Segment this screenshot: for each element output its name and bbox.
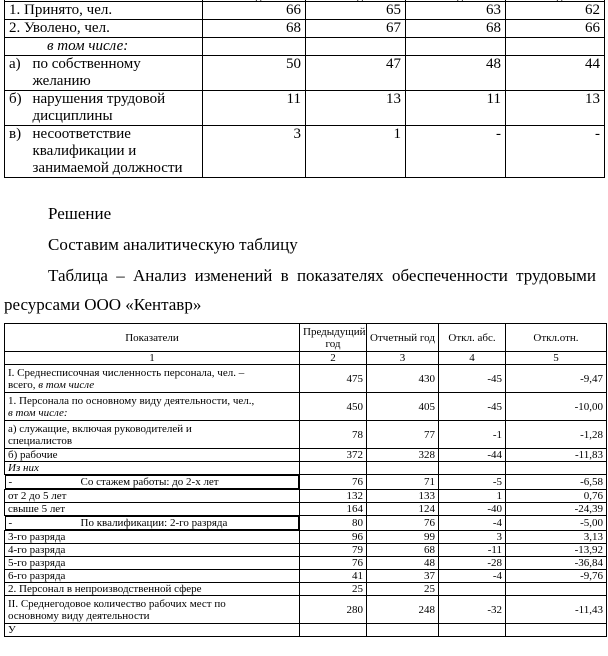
value-cell [506, 462, 607, 475]
value-cell [300, 624, 367, 637]
label-line: По квалификации: 2-го разряда [80, 517, 228, 529]
value-cell: 99 [367, 531, 439, 544]
row-label [5, 38, 203, 56]
value-cell: 66 [203, 2, 306, 20]
value-cell: 77 [367, 421, 439, 449]
label-line: Со стажем работы: до 2-х лет [80, 476, 219, 488]
table-row [5, 570, 607, 583]
value-cell: 62 [506, 2, 605, 20]
row-label [5, 596, 300, 624]
caption-word: – [116, 266, 125, 285]
caption-word: Таблица [48, 266, 108, 285]
label-line: всего, [8, 378, 39, 391]
value-cell: -28 [439, 557, 506, 570]
row-label [5, 583, 300, 596]
value-cell: 328 [367, 449, 439, 462]
row-label [33, 56, 203, 91]
table-row [5, 56, 605, 91]
value-cell: 11 [406, 91, 506, 126]
value-cell [300, 462, 367, 475]
label-line: по собственному [32, 56, 141, 72]
value-cell: -45 [439, 393, 506, 421]
value-cell [367, 462, 439, 475]
caption-word: обеспеченности [391, 266, 508, 285]
value-cell: -5 [439, 475, 506, 490]
value-cell [439, 624, 506, 637]
row-label [5, 462, 300, 475]
label-line: а) служащие, включая руководителей и [8, 422, 192, 435]
row-label [5, 516, 300, 530]
label-line: 2. Персонал в непроизводственной сфере [8, 583, 202, 595]
caption-word: трудовыми [516, 266, 596, 285]
table-row [5, 475, 607, 490]
label-line: 4-го разряда [8, 544, 66, 556]
row-prefix: а) [5, 56, 33, 91]
row-label [5, 20, 203, 38]
column-number: 4 [439, 352, 506, 365]
label-line: 6-го разряда [8, 570, 66, 582]
value-cell: -40 [439, 503, 506, 516]
label-line: 5-го разряда [8, 557, 66, 569]
value-cell: 13 [506, 91, 605, 126]
value-cell: 63 [406, 2, 506, 20]
row-label [5, 570, 300, 583]
value-cell: 78 [300, 421, 367, 449]
value-cell: 67 [306, 20, 406, 38]
row-prefix: в) [5, 126, 33, 178]
value-cell [306, 38, 406, 56]
column-header: Показатели [5, 324, 300, 352]
label-line: II. Среднегодовое количество рабочих мест по [8, 597, 226, 610]
column-number: 3 [367, 352, 439, 365]
value-cell: -13,92 [506, 544, 607, 557]
table-row [5, 2, 605, 20]
label-line: специалистов [8, 434, 73, 447]
value-cell [506, 583, 607, 596]
value-cell [439, 583, 506, 596]
value-cell: 133 [367, 490, 439, 503]
compose-sentence: Составим аналитическую таблицу [48, 235, 298, 254]
caption-word: изменений [194, 266, 273, 285]
value-cell: 76 [300, 557, 367, 570]
value-cell: -4 [439, 570, 506, 583]
table-row [5, 462, 607, 475]
value-cell: 372 [300, 449, 367, 462]
value-cell: -32 [439, 596, 506, 624]
italic-note: в том числе: [8, 406, 68, 419]
value-cell: - [406, 126, 506, 178]
table-row [5, 544, 607, 557]
row-label [5, 624, 300, 637]
value-cell: 475 [300, 365, 367, 393]
value-cell [367, 624, 439, 637]
row-label [5, 365, 300, 393]
table-caption-line1 [48, 266, 596, 286]
value-cell [506, 624, 607, 637]
value-cell: 80 [300, 516, 367, 531]
value-cell: 68 [367, 544, 439, 557]
label-line: 3-го разряда [8, 531, 66, 543]
row-label [5, 475, 300, 489]
row-label [33, 91, 203, 126]
value-cell: -1 [439, 421, 506, 449]
value-cell: 430 [367, 365, 439, 393]
value-cell: 25 [300, 583, 367, 596]
label-line: занимаемой должности [32, 160, 183, 176]
value-cell: 0,76 [506, 490, 607, 503]
value-cell: - [506, 126, 605, 178]
table-row [5, 503, 607, 516]
dash-marker: - [8, 476, 13, 488]
value-cell: 280 [300, 596, 367, 624]
value-cell: 48 [406, 56, 506, 91]
column-number: 2 [300, 352, 367, 365]
caption-word: показателях [296, 266, 384, 285]
value-cell: 3 [439, 531, 506, 544]
value-cell: 124 [367, 503, 439, 516]
table-row [5, 531, 607, 544]
value-cell: 68 [203, 20, 306, 38]
value-cell: -9,47 [506, 365, 607, 393]
table-row [5, 516, 607, 531]
table-row [5, 393, 607, 421]
row-label [5, 490, 300, 503]
value-cell: 11 [203, 91, 306, 126]
table-row [5, 126, 605, 178]
value-cell [439, 462, 506, 475]
column-number: 1 [5, 352, 300, 365]
label-line: б) рабочие [8, 449, 58, 461]
row-label [5, 393, 300, 421]
row-label [5, 531, 300, 544]
value-cell: 13 [306, 91, 406, 126]
table-row [5, 91, 605, 126]
row-label [5, 544, 300, 557]
value-cell: 68 [406, 20, 506, 38]
value-cell: -1,28 [506, 421, 607, 449]
caption-word: в [280, 266, 289, 285]
label-line: 1. Принято, чел. [9, 2, 113, 18]
label-line: желанию [32, 73, 91, 89]
value-cell: -5,00 [506, 516, 607, 531]
value-cell: 76 [300, 475, 367, 490]
value-cell: 132 [300, 490, 367, 503]
row-label [5, 557, 300, 570]
value-cell: 1 [439, 490, 506, 503]
table-row [5, 490, 607, 503]
value-cell: -6,58 [506, 475, 607, 490]
value-cell: 48 [367, 557, 439, 570]
label-line: несоответствие [32, 126, 131, 142]
value-cell: 79 [300, 544, 367, 557]
row-label [5, 2, 203, 20]
label-line: Из них [8, 462, 39, 474]
row-label [5, 503, 300, 516]
value-cell: -45 [439, 365, 506, 393]
column-header: Откл.отн. [506, 324, 607, 352]
solution-heading: Решение [48, 204, 112, 223]
value-cell: 3,13 [506, 531, 607, 544]
value-cell: 47 [306, 56, 406, 91]
label-line: от 2 до 5 лет [8, 490, 67, 502]
value-cell: 96 [300, 531, 367, 544]
italic-note: в том числе [38, 378, 95, 391]
column-header: Отчетный год [367, 324, 439, 352]
value-cell: 1 [306, 126, 406, 178]
table-row [5, 557, 607, 570]
value-cell: 44 [506, 56, 605, 91]
value-cell: 450 [300, 393, 367, 421]
value-cell: 37 [367, 570, 439, 583]
label-line: дисциплины [32, 108, 113, 124]
value-cell [203, 38, 306, 56]
analysis-table [4, 323, 607, 637]
value-cell: 41 [300, 570, 367, 583]
column-header: Откл. абс. [439, 324, 506, 352]
label-line: У [8, 624, 16, 636]
label-line: основному виду деятельности [8, 609, 150, 622]
value-cell: 71 [367, 475, 439, 490]
value-cell: 3 [203, 126, 306, 178]
label-line: I. Среднесписочная численность персонала, чел. – [8, 366, 245, 379]
row-label [5, 449, 300, 462]
dash-marker: - [8, 517, 13, 529]
value-cell: -9,76 [506, 570, 607, 583]
value-cell: -4 [439, 516, 506, 531]
table-row [5, 624, 607, 637]
value-cell: 50 [203, 56, 306, 91]
value-cell: 164 [300, 503, 367, 516]
value-cell: 76 [367, 516, 439, 531]
label-line: нарушения трудовой [32, 91, 166, 107]
value-cell: -11,43 [506, 596, 607, 624]
value-cell [406, 38, 506, 56]
label-line: 2. Уволено, чел. [9, 20, 110, 36]
table-row [5, 365, 607, 393]
value-cell: -44 [439, 449, 506, 462]
value-cell: -11,83 [506, 449, 607, 462]
table-row [5, 449, 607, 462]
table-caption-line2: ресурсами ООО «Кентавр» [4, 295, 202, 314]
value-cell: 66 [506, 20, 605, 38]
table-row [5, 38, 605, 56]
table-row [5, 596, 607, 624]
table-row [5, 421, 607, 449]
row-prefix: б) [5, 91, 33, 126]
label-line: квалификации и [32, 143, 137, 159]
table-row [5, 583, 607, 596]
staff-movement-table [4, 0, 605, 178]
label-line: 1. Персонала по основному виду деятельности, чел., [8, 394, 255, 407]
value-cell: 405 [367, 393, 439, 421]
value-cell: 25 [367, 583, 439, 596]
row-label [33, 126, 203, 178]
value-cell: 248 [367, 596, 439, 624]
value-cell: -10,00 [506, 393, 607, 421]
row-label [5, 421, 300, 449]
value-cell: -36,84 [506, 557, 607, 570]
table-row [5, 20, 605, 38]
value-cell [506, 38, 605, 56]
label-line: свыше 5 лет [8, 503, 65, 515]
value-cell: -24,39 [506, 503, 607, 516]
column-number: 5 [506, 352, 607, 365]
value-cell: -11 [439, 544, 506, 557]
caption-word: Анализ [132, 266, 187, 285]
label-line: в том числе: [47, 38, 129, 54]
value-cell: 65 [306, 2, 406, 20]
column-header: Предыдущий год [300, 324, 367, 352]
